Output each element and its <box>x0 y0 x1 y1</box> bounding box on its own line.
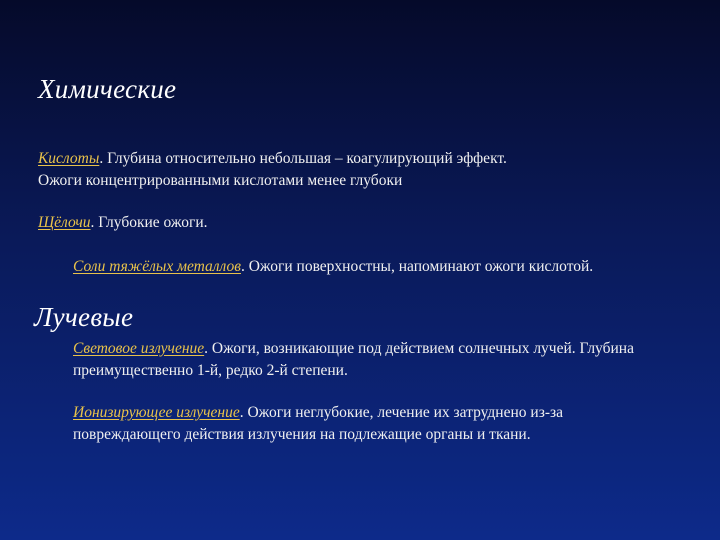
heading-radiation: Лучевые <box>34 302 134 332</box>
light-text-2: преимущественно 1-й, редко 2-й степени. <box>73 362 348 379</box>
term-alkali: Щёлочи <box>38 214 91 231</box>
light-text: . Ожоги, возникающие под действием солнечных лучей. Глубина <box>204 340 634 357</box>
paragraph-acids <box>38 148 698 192</box>
acids-text: . Глубина относительно небольшая – коагулирующий эффект. <box>99 150 507 167</box>
paragraph-alkali <box>38 212 698 234</box>
alkali-text: . Глубокие ожоги. <box>90 214 208 231</box>
ionizing-text: . Ожоги неглубокие, лечение их затруднено из-за <box>239 404 563 421</box>
term-light: Световое излучение <box>73 340 205 357</box>
ionizing-text-2: повреждающего действия излучения на подлежащие органы и ткани. <box>73 426 531 443</box>
acids-text-2: Ожоги концентрированными кислотами менее глубоки <box>38 172 403 189</box>
metals-text: . Ожоги поверхностны, напоминают ожоги кислотой. <box>240 258 594 275</box>
term-metals: Соли тяжёлых металлов <box>73 258 241 275</box>
paragraph-light <box>73 338 713 382</box>
heading-chemical: Химические <box>38 74 177 104</box>
paragraph-metals <box>73 256 713 278</box>
paragraph-ionizing <box>73 402 713 446</box>
term-acids: Кислоты <box>38 150 100 167</box>
term-ionizing: Ионизирующее излучение <box>73 404 240 421</box>
